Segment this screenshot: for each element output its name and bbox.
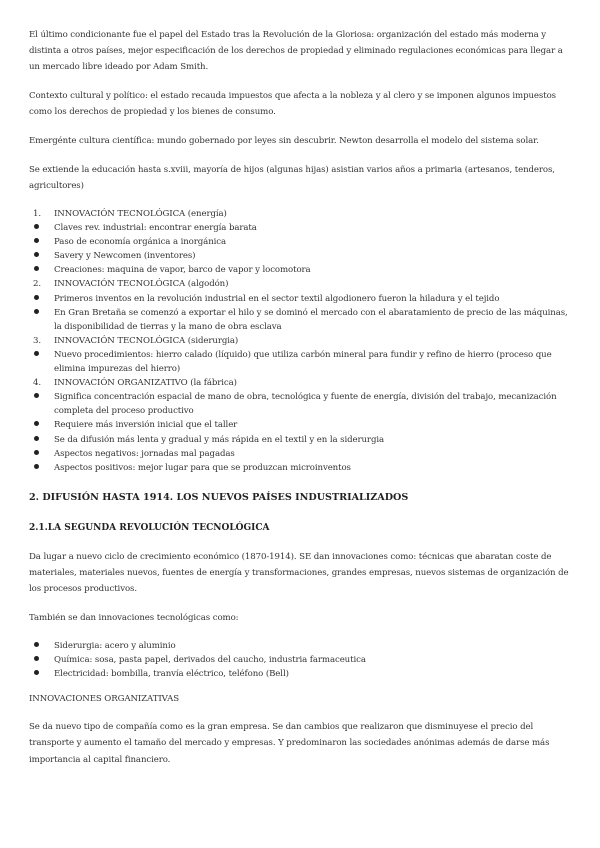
list-item-text: Significa concentración espacial de mano de obra, tecnológica y fuente de energía, división del trabajo, mecanización completa del proceso productivo xyxy=(54,392,557,417)
innovation-list xyxy=(29,207,575,475)
bullet-icon xyxy=(29,639,43,653)
bullet-icon xyxy=(29,221,43,235)
bullet-list-item xyxy=(29,292,575,306)
list-item-text: INNOVACIÓN TECNOLÓGICA (algodón) xyxy=(54,279,229,290)
bullet-icon xyxy=(29,235,43,249)
list-item-text: INNOVACIÓN ORGANIZATIVO (la fábrica) xyxy=(54,378,237,389)
paragraph-educacion: Se extiende la educación hasta s.xviii, mayoría de hijos (algunas hijas) asistian varios años a primaria (artesanos, tenderos, agricultores) xyxy=(29,165,555,192)
bullet-icon xyxy=(29,461,43,475)
list-number: 1. xyxy=(33,209,41,219)
list-item-text: Requiere más inversión inicial que el taller xyxy=(54,420,238,431)
bullet-icon xyxy=(29,249,43,263)
bullet-list-item xyxy=(29,390,575,418)
bullet-list-item xyxy=(29,249,575,263)
list-item-text: INNOVACIÓN TECNOLÓGICA (energía) xyxy=(54,209,227,219)
bullet-list-item xyxy=(29,306,575,334)
document-page xyxy=(29,27,575,780)
list-item-text: Química: sosa, pasta papel, derivados del caucho, industria farmaceutica xyxy=(54,654,366,665)
bullet-icon xyxy=(29,390,43,404)
list-item-text: Nuevo procedimientos: hierro calado (líquido) que utiliza carbón mineral para fundir y refino de hierro (proceso que elimina impurezas del hierro) xyxy=(54,349,552,375)
bullet-list-item xyxy=(29,263,575,277)
list-number: 2. xyxy=(33,279,41,290)
numbered-list-item xyxy=(29,376,575,390)
subsection-heading-segunda-revolucion: 2.1.LA SEGUNDA REVOLUCIÓN TECNOLÓGICA xyxy=(29,522,270,533)
numbered-list-item xyxy=(29,277,575,291)
list-item-text: INNOVACIÓN TECNOLÓGICA (siderurgia) xyxy=(54,335,239,346)
bullet-icon xyxy=(29,667,43,681)
bullet-icon xyxy=(29,418,43,432)
list-item-text: Siderurgia: acero y aluminio xyxy=(54,640,176,651)
bullet-icon xyxy=(29,292,43,306)
list-item-text: Aspectos positivos: mejor lugar para que se produzcan microinventos xyxy=(54,462,351,473)
paragraph-cultura-cientifica: Emergénte cultura científica: mundo gobernado por leyes sin descubrir. Newton desarrolla el modelo del sistema solar. xyxy=(29,136,539,147)
bullet-list-item xyxy=(29,418,575,432)
paragraph-gran-empresa: Se da nuevo tipo de compañía como es la gran empresa. Se dan cambios que realizaron que disminuyese el precio del transporte y aumento el tamaño del mercado y empresas. Y predominaron las sociedades anónimas además de darse más importancia al capital financiero. xyxy=(29,722,550,765)
heading-innovaciones-organizativas: INNOVACIONES ORGANIZATIVAS xyxy=(29,694,180,705)
paragraph-innovaciones-tecnologicas-intro: También se dan innovaciones tecnológicas como: xyxy=(29,612,239,623)
list-item-text: Savery y Newcomen (inventores) xyxy=(54,251,196,262)
numbered-list-item xyxy=(29,207,575,221)
bullet-list-item xyxy=(29,653,575,667)
numbered-list-item xyxy=(29,334,575,348)
list-item-text: Se da difusión más lenta y gradual y más rápida en el textil y en la siderurgia xyxy=(54,434,385,445)
list-number: 4. xyxy=(33,378,41,389)
bullet-icon xyxy=(29,447,43,461)
list-item-text: Primeros inventos en la revolución industrial en el sector textil algodionero fueron la hiladura y el tejido xyxy=(54,293,500,304)
bullet-list-item xyxy=(29,348,575,376)
bullet-icon xyxy=(29,433,43,447)
bullet-list-item xyxy=(29,667,575,681)
bullet-icon xyxy=(29,653,43,667)
list-number: 3. xyxy=(33,335,41,346)
bullet-list-item xyxy=(29,235,575,249)
bullet-icon xyxy=(29,348,43,362)
bullet-list-item xyxy=(29,447,575,461)
tech-innovation-list xyxy=(29,639,575,681)
paragraph-contexto: Contexto cultural y político: el estado recauda impuestos que afecta a la nobleza y al clero y se imponen algunos impuestos como los derechos de propiedad y los bienes de consumo. xyxy=(29,91,556,118)
bullet-icon xyxy=(29,263,43,277)
list-item-text: Claves rev. industrial: encontrar energía barata xyxy=(54,223,257,234)
list-item-text: Creaciones: maquina de vapor, barco de vapor y locomotora xyxy=(54,265,311,276)
paragraph-ciclo-crecimiento: Da lugar a nuevo ciclo de crecimiento económico (1870-1914). SE dan innovaciones como: técnicas que abaratan coste de materiales, materiales nuevos, fuentes de energía y transformaciones, grandes empresas, nuevos sistemas de organización de los procesos productivos. xyxy=(29,551,569,595)
list-item-text: Electricidad: bombilla, tranvía eléctrico, teléfono (Bell) xyxy=(54,668,289,679)
bullet-list-item xyxy=(29,639,575,653)
list-item-text: En Gran Bretaña se comenzó a exportar el hilo y se dominó el mercado con el abaratamiento de precio de las máquinas, la disponibilidad de tierras y la mano de obra esclava xyxy=(54,307,568,332)
section-heading-difusion: 2. DIFUSIÓN HASTA 1914. LOS NUEVOS PAÍSES INDUSTRIALIZADOS xyxy=(29,491,409,503)
bullet-list-item xyxy=(29,433,575,447)
list-item-text: Paso de economía orgánica a inorgánica xyxy=(54,237,227,248)
bullet-list-item xyxy=(29,461,575,475)
paragraph-estado: El último condicionante fue el papel del Estado tras la Revolución de la Gloriosa: organización del estado más moderna y distinta a otros países, mejor especificación de los derechos de propiedad y eliminado regulaciones económicas para llegar a un mercado libre ideado por Adam Smith. xyxy=(29,30,563,73)
bullet-list-item xyxy=(29,221,575,235)
bullet-icon xyxy=(29,306,43,320)
list-item-text: Aspectos negativos: jornadas mal pagadas xyxy=(54,448,235,459)
